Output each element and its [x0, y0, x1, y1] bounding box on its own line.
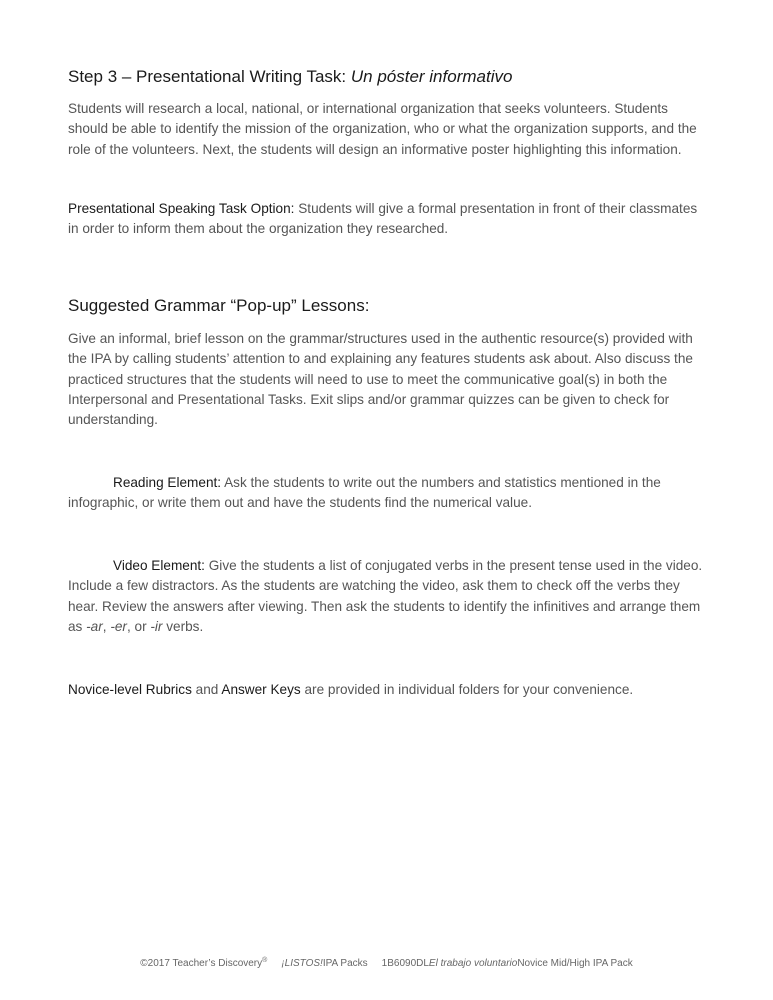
- grammar-description: Give an informal, brief lesson on the grammar/structures used in the authentic resource(s) provided with the IPA by calling students’ attention to and explaining any features students ask about. Also discuss the practiced structures that the students will need to use to meet the communicative goal(s) in both the Interpersonal and Presentational Tasks. Exit slips and/or grammar quizzes can be given to check for understanding.: [68, 331, 693, 428]
- page-footer: [0, 954, 773, 971]
- verb-ending-er: -er: [110, 618, 127, 634]
- speaking-option-paragraph: [68, 199, 708, 240]
- step3-description: Students will research a local, national, or international organization that seeks volunteers. Students should be able to identify the mission of the organization, who or what the organization supports, and the role of the volunteers. Next, the students will design an informative poster highlighting this information.: [68, 101, 697, 157]
- footer-product: 1B6090DLEl trabajo voluntarioNovice Mid/High IPA Pack: [381, 958, 633, 970]
- rubrics-body: are provided in individual folders for your convenience.: [300, 682, 634, 697]
- grammar-heading: Suggested Grammar “Pop-up” Lessons:: [68, 296, 370, 315]
- reading-element-paragraph: [68, 473, 713, 514]
- rubrics-paragraph: Novice-level Rubrics and Answer Keys are provided in individual folders for your convenience.: [68, 682, 634, 697]
- video-element-body: Give the students a list of conjugated verbs in the present tense used in the video. Include a few distractors. As the students are watching the video, ask them to check off the verbs they hear. Review the answers after viewing. Then ask the students to identify the infinitives and arrange them as: [68, 558, 703, 634]
- step3-heading-italic: Un póster informativo: [350, 67, 513, 86]
- verb-ending-ar: -ar: [86, 618, 103, 634]
- step3-heading: [68, 66, 512, 88]
- reading-element-body: Ask the students to write out the numbers and statistics mentioned in the infographic, or write them out and have the students find the numerical value.: [68, 475, 661, 511]
- step3-heading-prefix: Step 3 – Presentational Writing Task:: [68, 67, 351, 86]
- reading-element-lead: Reading Element:: [113, 475, 222, 490]
- video-element-paragraph: Video Element: Give the students a list of conjugated verbs in the present tense used in the video. Include a few distractors. As the students are watching the video, ask them to check off the verbs they hear. Review the answers after viewing. Then ask the students to identify the infinitives and arrange them as -ar, -er, or -ir verbs.: [68, 558, 703, 634]
- rubrics-lead: Novice-level Rubrics: [68, 682, 192, 697]
- video-element-lead: Video Element:: [113, 558, 205, 573]
- speaking-option-body: Students will give a formal presentation in front of their classmates in order to inform them about the organization they researched.: [68, 201, 698, 237]
- speaking-option-lead: Presentational Speaking Task Option:: [68, 201, 295, 216]
- verb-ending-ir: -ir: [150, 618, 163, 634]
- footer-series: ¡LISTOS!IPA Packs: [281, 958, 368, 970]
- footer-copyright: ©2017 Teacher’s Discovery®: [140, 957, 268, 970]
- answer-keys-lead: Answer Keys: [221, 682, 301, 697]
